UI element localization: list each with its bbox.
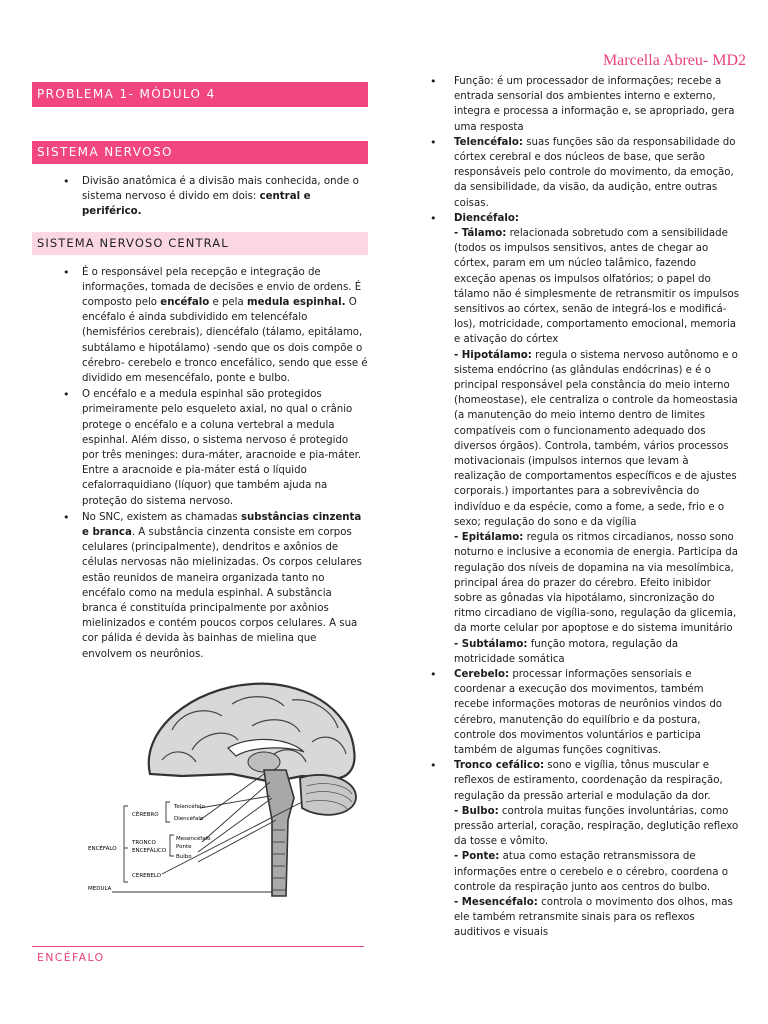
text: processar informações sensoriais e coordenar a execução dos movimentos, também recebe informações motoras de neurônios vindos do cérebro, manutenção do equilíbrio e da postura, controle dos movimentos voluntários e participa também de algumas funções cognitivas. xyxy=(454,668,723,756)
hipotalamo-entry xyxy=(454,348,740,530)
text: função motora, regulação da motricidade somática xyxy=(454,638,679,665)
text: Divisão anatômica é a divisão mais conhecida, onde o sistema nervoso é divido em dois: xyxy=(82,176,359,203)
label-cerebro: CÉREBRO xyxy=(132,811,159,818)
text: No SNC, existem as chamadas xyxy=(82,511,241,523)
right-column xyxy=(428,74,740,941)
bold-text: Diencéfalo: xyxy=(454,212,519,224)
bold-text: - Ponte: xyxy=(454,851,500,863)
list-item xyxy=(428,667,740,758)
bold-text: substâncias cinzenta e branca xyxy=(82,511,362,539)
brain-figure xyxy=(32,670,368,900)
text: regula os ritmos circadianos, nosso sono noturno e inclusive a economia de energia. Participa da regulação dos níveis de dopamina na via mesolímbica, principal área do prazer do cérebro. Efeito inibidor sobre as gônadas via hipotálamo, sincronização do ritmo circadiano de vigília-sono, regulação da glicemia, da morte celular por apoptose e do sistema imunitário xyxy=(454,532,738,635)
left-column xyxy=(32,82,368,900)
subtalamo-entry xyxy=(454,637,740,667)
text: O encéfalo e a medula espinhal são protegidos primeiramente pelo esqueleto axial, no qual o crânio protege o encéfalo e a coluna vertebral a medula espinhal. Além disso, o sistema nervoso é protegido por três meninges: dura-máter, aracnoide e pia-máter. Entre a aracnoide e pia-máter está o líquido cefalorraquidiano (líquor) que também ajuda na proteção do sistema nervoso. xyxy=(82,389,362,507)
footer-section-label: ENCÉFALO xyxy=(37,951,105,964)
bulbo-entry xyxy=(454,804,740,850)
bold-text: - Epitálamo: xyxy=(454,532,524,544)
bold-text: - Bulbo: xyxy=(454,805,499,817)
bold-text: encéfalo xyxy=(160,297,210,309)
list-item xyxy=(60,174,368,220)
ponte-entry xyxy=(454,849,740,895)
label-encefalo: ENCÉFALO xyxy=(88,845,117,852)
text: Função: é um processador de informações; recebe a entrada sensorial dos ambientes interno e externo, integra e processa a informação e, se apropriado, gera uma resposta xyxy=(454,76,735,133)
text: É o responsável pela recepção e integração de informações, tomada de decisões e envio de ordens. É composto pelo xyxy=(82,266,362,309)
talamo-entry xyxy=(454,226,740,348)
text: controla o movimento dos olhos, mas ele também retransmite sinais para os reflexos auditivos e visuais xyxy=(454,896,733,939)
bold-text: Cerebelo: xyxy=(454,668,510,680)
bold-text: - Hipotálamo: xyxy=(454,349,532,361)
text: atua como estação retransmissora de informações entre o cerebelo e o cérebro, coordena o controle da respiração junto aos centros do bulbo. xyxy=(454,851,728,893)
author-name: Marcella Abreu- MD2 xyxy=(602,52,746,69)
text: regula o sistema nervoso autônomo e o sistema endócrino (as glândulas endócrinas) e é o principal responsável pela constância do meio interno (homeostase), ele centraliza o controle da homeostasia (a manutenção do meio interno dentro de limites compatíveis com o funcionamento adequado dos diversos órgãos). Controla, também, vários processos motivacionais (impulsos internos que levam à realização de comportamentos específicos e de ajustes corporais.) importantes para a sobrevivência do indivíduo e da espécie, como a fome, a sede, frio e o sexo; regulação do sono e da vigília xyxy=(454,349,738,528)
bold-text: Telencéfalo: xyxy=(454,136,523,148)
bold-text: medula espinhal. xyxy=(247,297,346,309)
cerebellum-shape xyxy=(300,775,356,815)
label-ponte: Ponte xyxy=(176,843,192,850)
list-item xyxy=(428,758,740,940)
bold-text: - Tálamo: xyxy=(454,228,507,240)
encefalo-list xyxy=(428,74,740,941)
label-mesencefalo: Mesencéfalo xyxy=(176,835,211,842)
list-item xyxy=(60,387,368,509)
list-item xyxy=(428,135,740,211)
text: . A substância cinzenta consiste em corpos celulares (principalmente), dendritos e axônios de células nervosas não mielinizadas. Os corpos celulares estão reunidos de maneira organizada tanto no encéfalo como na medula espinhal. A substância branca é constituída principalmente por axônios mielinizados e contém poucos corpos celulares. A sua cor pálida é devida às bainhas de mielina que envolvem os neurônios. xyxy=(82,527,362,660)
banner-snc: SISTEMA NERVOSO CENTRAL xyxy=(32,232,368,255)
mesencefalo-entry xyxy=(454,895,740,941)
epitalamo-entry xyxy=(454,530,740,636)
brainstem-shape xyxy=(264,770,294,896)
list-item xyxy=(428,211,740,667)
label-tronco: TRONCO xyxy=(132,839,156,846)
list-item xyxy=(428,74,740,135)
list-item xyxy=(60,510,368,662)
text: controla muitas funções involuntárias, como pressão arterial, coração, respiração, deglutição reflexo da tosse e vômito. xyxy=(454,805,739,848)
text: suas funções são da responsabilidade do córtex cerebral e dos núcleos de base, que serão responsáveis pelo controle do movimento, da emoção, da sensibilidade, da visão, da audição, entre outras coisas. xyxy=(454,136,736,209)
label-encefalico: ENCEFÁLICO xyxy=(132,847,167,854)
brain-diagram xyxy=(32,670,368,900)
bold-text: - Subtálamo: xyxy=(454,638,528,650)
label-diencefalo: Diencéfalo xyxy=(174,815,204,822)
banner-problema: PROBLEMA 1- MÓDULO 4 xyxy=(32,82,368,107)
text: relacionada sobretudo com a sensibilidade (todos os impulsos sensitivos, antes de chegar ao córtex, param em um núcleo talâmico, fazendo exceção apenas os impulsos olfatórios; o papel do tálamo não é simplesmente de retransmitir os impulsos sensitivos ao córtex, senão de integrá-los e modificá-los), motricidade, comportamento emocional, memoria e ativação do córtex xyxy=(454,228,740,346)
text: e pela xyxy=(209,297,247,309)
bold-text: Tronco cefálico: xyxy=(454,760,545,772)
sistema-nervoso-list xyxy=(32,174,368,220)
snc-list xyxy=(32,265,368,662)
bold-text: - Mesencéfalo: xyxy=(454,896,538,908)
label-cerebelo: CEREBELO xyxy=(132,872,162,879)
label-bulbo: Bulbo xyxy=(176,853,192,860)
label-medula: MEDULA xyxy=(88,885,112,892)
banner-sistema-nervoso: SISTEMA NERVOSO xyxy=(32,141,368,164)
text: sono e vigília, tônus muscular e reflexos de estiramento, coordenação da respiração, regulação da pressão arterial e modulação da dor. xyxy=(454,760,723,802)
label-telencefalo: Telencéfalo xyxy=(174,803,205,810)
bold-text: central e periférico. xyxy=(82,191,311,218)
footer-divider xyxy=(32,946,364,947)
text: O encéfalo é ainda subdividido em telencéfalo (hemisférios cerebrais), diencéfalo (tálamo, epitálamo, subtálamo e hipotálamo) -sendo que os dois compõe o cérebro- cerebelo e tronco encefálico, sendo que esse é dividido em mesencéfalo, ponte e bulbo. xyxy=(82,297,368,385)
list-item xyxy=(60,265,368,387)
